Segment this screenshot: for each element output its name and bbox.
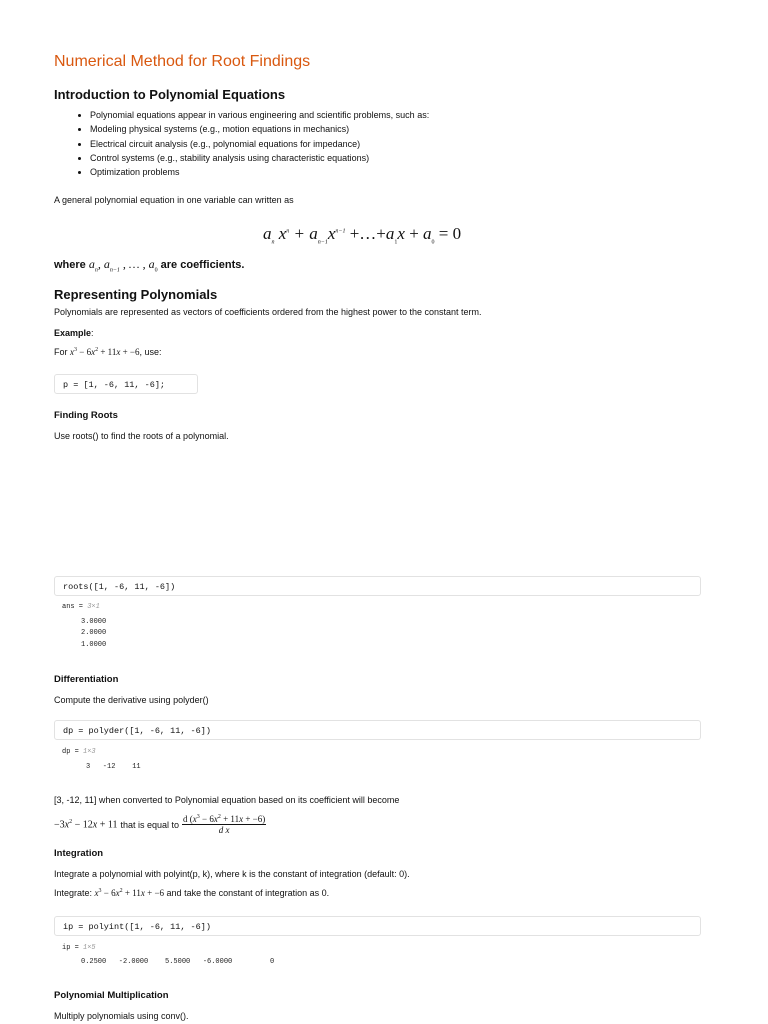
representing-heading: Representing Polynomials: [54, 287, 218, 302]
polyder-output-header: [62, 748, 96, 756]
list-item: • Electrical circuit analysis (e.g., polynomial equations for impedance): [90, 137, 429, 151]
differentiation-heading: Differentiation: [54, 674, 119, 685]
code-block-polynomial-vector[interactable]: p = [1, -6, 11, -6];: [54, 374, 198, 394]
integrate-label: Integrate:: [54, 888, 93, 898]
for-label: For: [54, 347, 68, 357]
coefficients-note: [54, 257, 244, 273]
output-label: ans =: [62, 603, 84, 611]
general-equation-text: A general polynomial equation in one variable can written as: [54, 195, 294, 205]
output-dimensions: 1×3: [83, 748, 96, 756]
integration-heading: Integration: [54, 848, 104, 859]
code-block-polyint[interactable]: ip = polyint([1, -6, 11, -6]): [54, 916, 701, 936]
converted-text: [3, -12, 11] when converted to Polynomial equation based on its coefficient will become: [54, 795, 400, 805]
intro-bullet-list: [76, 108, 429, 179]
where-label: where: [54, 259, 86, 271]
where-suffix: are coefficients.: [160, 259, 245, 271]
representing-text: Polynomials are represented as vectors of coefficients ordered from the highest power to the constant term.: [54, 307, 482, 317]
list-item: • Modeling physical systems (e.g., motion equations in mechanics): [90, 122, 429, 136]
multiplication-text: Multiply polynomials using conv().: [54, 1011, 189, 1021]
example-polynomial-math: $x^3 - 6x^2 + 11x + -6$: [70, 347, 140, 357]
general-polynomial-equation: $a_n$ $x^n + a_{n-1}x^{n-1}$ $+\dots+a_1x + a_0 = 0$: [263, 224, 462, 246]
polyint-output-values: 0.2500 -2.0000 5.5000 -6.0000 0: [81, 958, 275, 966]
list-item: • Control systems (e.g., stability analysis using characteristic equations): [90, 151, 429, 165]
output-dimensions: 3×1: [87, 603, 100, 611]
output-label: ip =: [62, 944, 79, 952]
integration-text: Integrate a polynomial with polyint(p, k), where k is the constant of integration (default: 0).: [54, 869, 410, 879]
integrate-suffix: and take the constant of integration as 0.: [166, 888, 330, 898]
finding-roots-heading: Finding Roots: [54, 410, 118, 421]
example-label-row: [54, 328, 94, 338]
equal-text: that is equal to: [120, 819, 180, 830]
integrate-polynomial-math: $x^3 - 6x^2 + 11x + -6$: [94, 888, 165, 898]
roots-output-value-2: 2.0000: [81, 629, 107, 637]
multiplication-heading: Polynomial Multiplication: [54, 990, 169, 1001]
roots-output-value-1: 3.0000: [81, 618, 107, 626]
example-colon: :: [91, 328, 94, 338]
intro-heading: Introduction to Polynomial Equations: [54, 87, 286, 102]
derivative-polynomial-math: $-3x^2 - 12x + 11$: [54, 818, 118, 831]
list-item: • Polynomial equations appear in various engineering and scientific problems, such as:: [90, 108, 429, 122]
roots-output-value-3: 1.0000: [81, 641, 107, 649]
example-label: Example: [54, 328, 92, 338]
output-label: dp =: [62, 748, 79, 756]
derivative-expression-line: [54, 814, 266, 835]
page-title: Numerical Method for Root Findings: [54, 53, 311, 70]
finding-roots-text: Use roots() to find the roots of a polynomial.: [54, 431, 229, 441]
integrate-instruction: [54, 888, 329, 898]
coefficient-list-math: $a_n$, $a_{n-1}$ , … , $a_0$: [88, 257, 158, 274]
example-polynomial-line: [54, 347, 162, 357]
derivative-fraction-math: $\frac{d (x^3 - 6x^2 + 11x + -6)}{\text{d x}}$: [183, 814, 266, 835]
code-block-polyder[interactable]: dp = polyder([1, -6, 11, -6]): [54, 720, 701, 740]
code-block-roots[interactable]: roots([1, -6, 11, -6]): [54, 576, 701, 596]
differentiation-text: Compute the derivative using polyder(): [54, 695, 209, 705]
list-item: • Optimization problems: [90, 165, 429, 179]
polyint-output-header: [62, 944, 96, 952]
output-dimensions: 1×5: [83, 944, 96, 952]
roots-output-header: [62, 603, 100, 611]
for-suffix: , use:: [139, 347, 162, 357]
polyder-output-values: 3 -12 11: [86, 763, 141, 771]
